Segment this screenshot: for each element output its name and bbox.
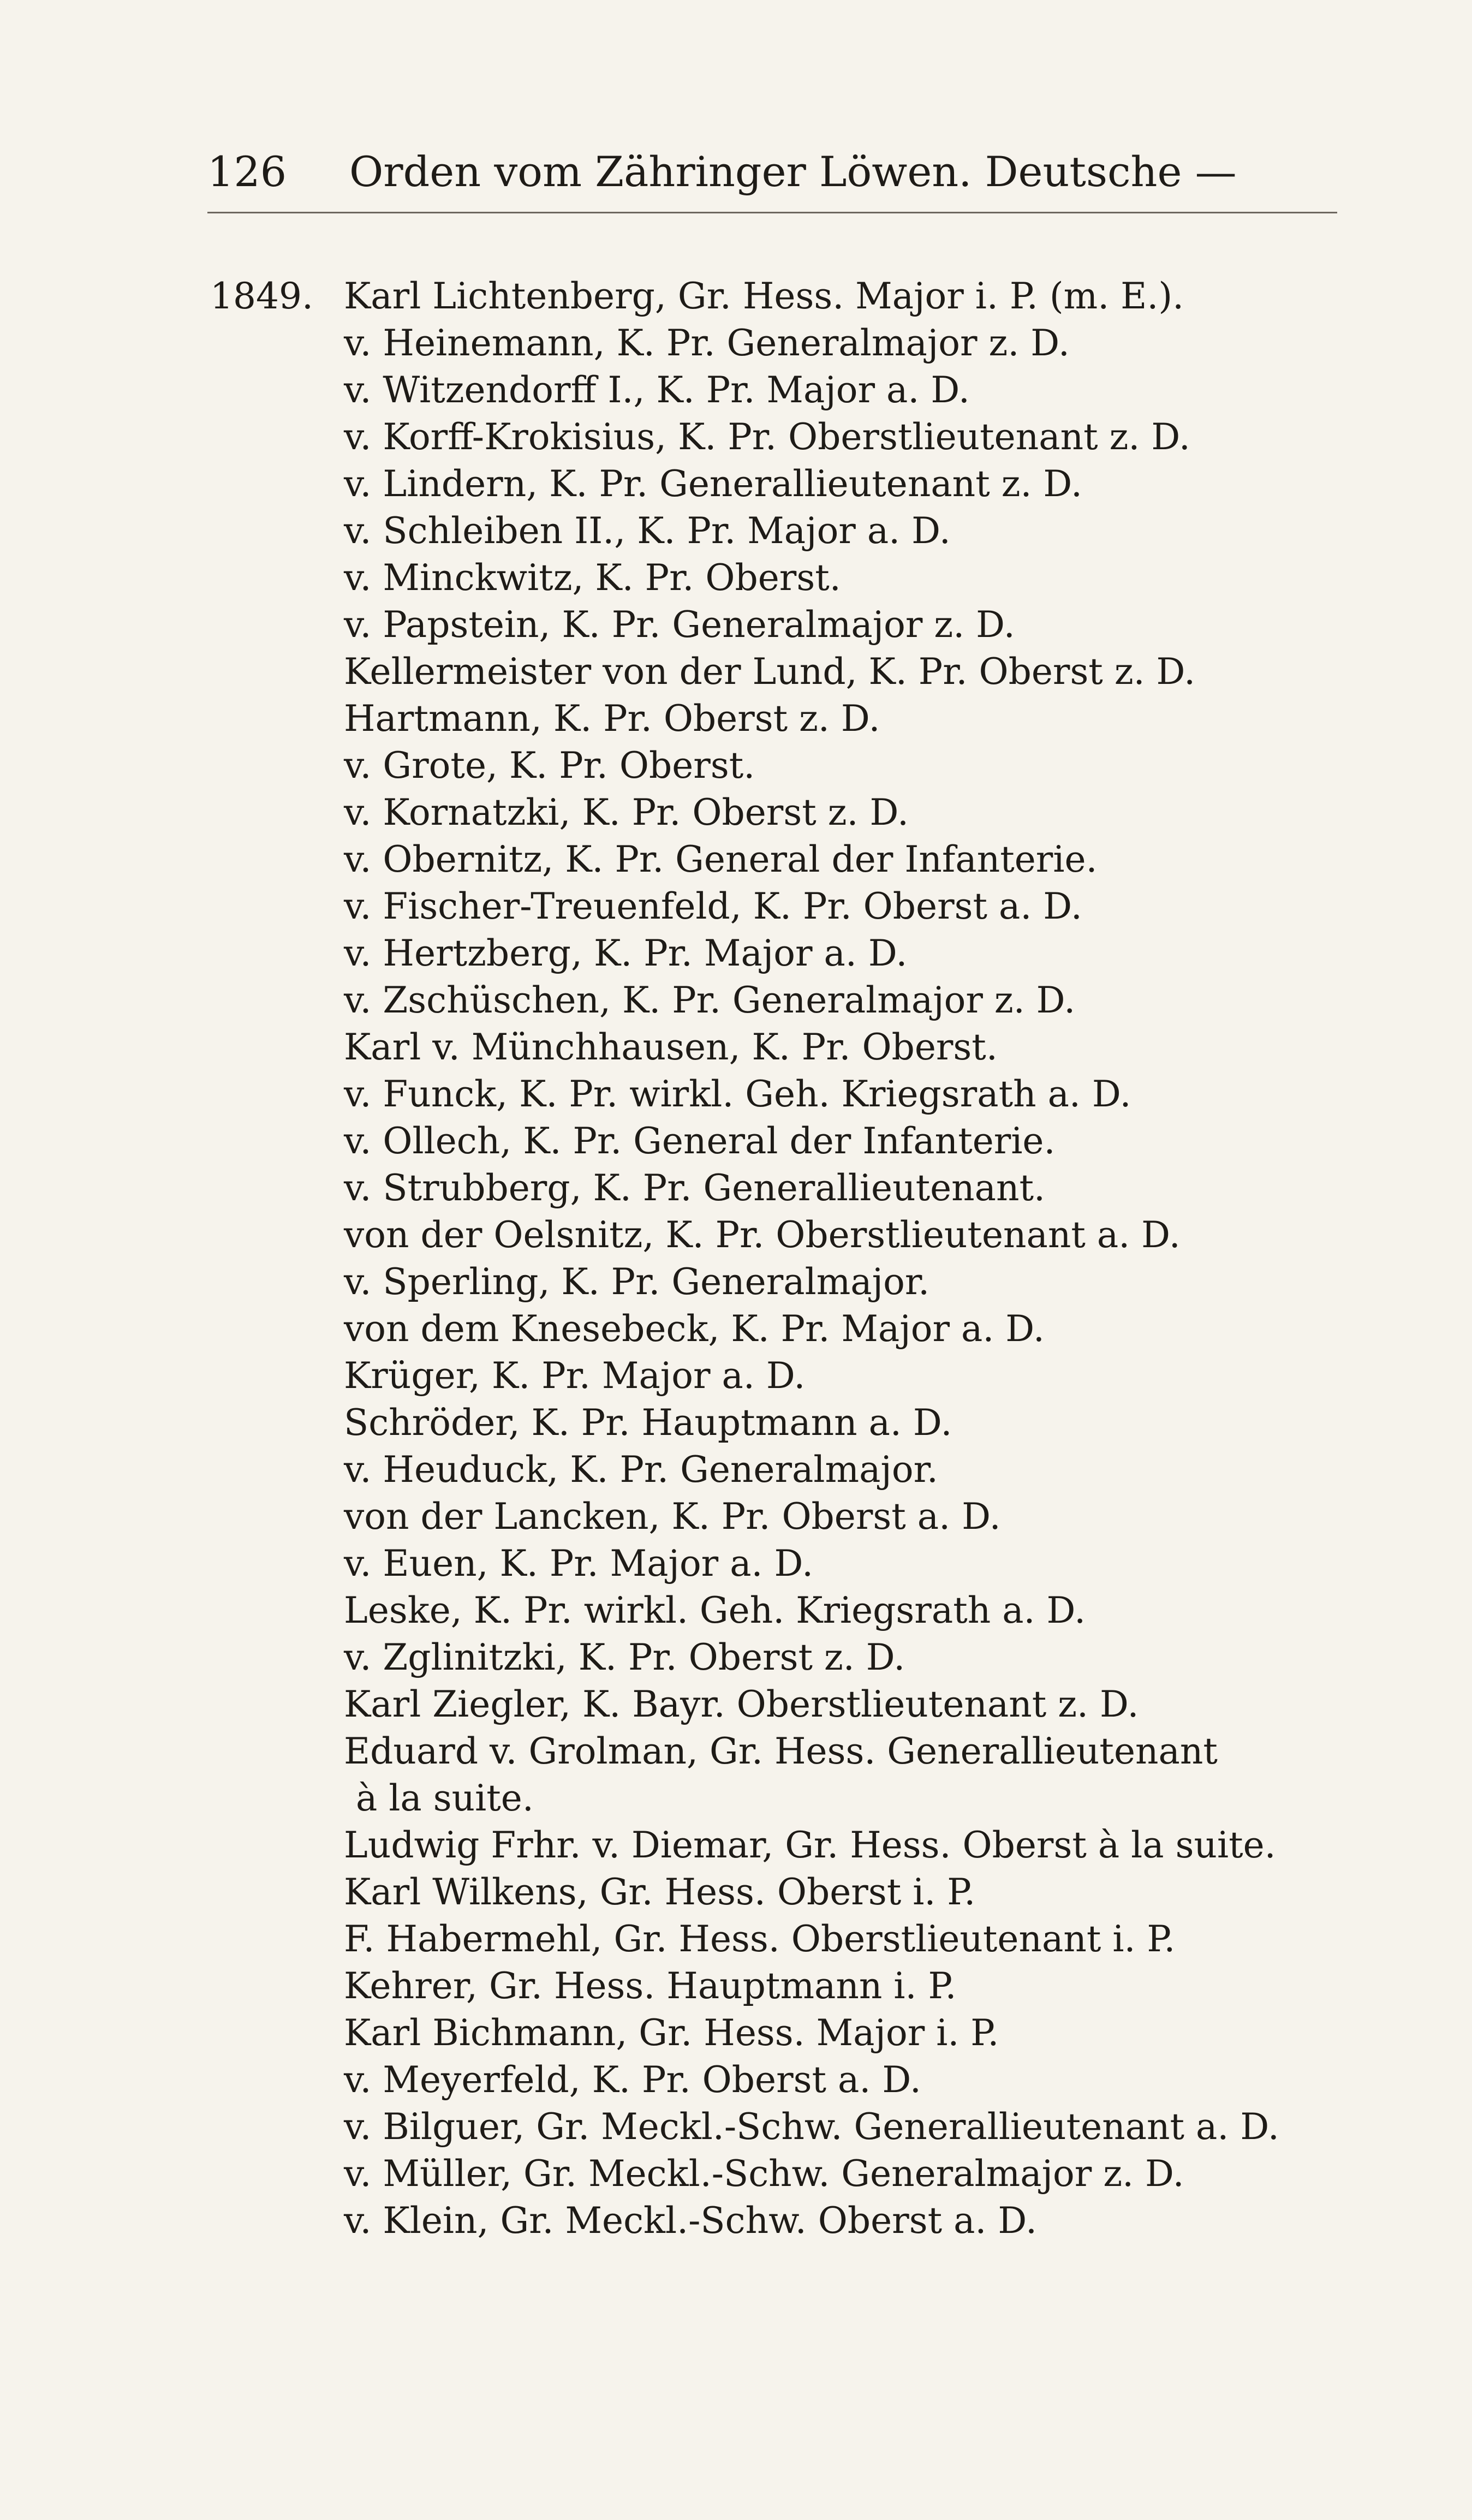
- list-item: Eduard v. Grolman, Gr. Hess. Generallieutenant: [344, 1730, 1218, 1772]
- year-label: 1849.: [210, 275, 313, 317]
- list-item: v. Zschüschen, K. Pr. Generalmajor z. D.: [344, 979, 1076, 1021]
- list-item: v. Heinemann, K. Pr. Generalmajor z. D.: [344, 322, 1070, 364]
- running-head: [207, 145, 1255, 199]
- list-item: Krüger, K. Pr. Major a. D.: [344, 1355, 806, 1397]
- list-item: Kehrer, Gr. Hess. Hauptmann i. P.: [344, 1965, 957, 2007]
- list-item: F. Habermehl, Gr. Hess. Oberstlieutenant i. P.: [344, 1918, 1176, 1960]
- list-item-continuation: à la suite.: [356, 1777, 534, 1819]
- list-item: v. Meyerfeld, K. Pr. Oberst a. D.: [344, 2059, 921, 2101]
- list-item: von der Lancken, K. Pr. Oberst a. D.: [344, 1496, 1001, 1538]
- list-item: Karl Wilkens, Gr. Hess. Oberst i. P.: [344, 1871, 976, 1913]
- list-item: v. Witzendorff I., K. Pr. Major a. D.: [344, 369, 970, 411]
- list-item: von dem Knesebeck, K. Pr. Major a. D.: [344, 1308, 1045, 1350]
- list-item: v. Hertzberg, K. Pr. Major a. D.: [344, 932, 908, 974]
- list-item: v. Schleiben II., K. Pr. Major a. D.: [344, 510, 951, 552]
- list-item: Hartmann, K. Pr. Oberst z. D.: [344, 698, 880, 740]
- list-item: v. Fischer-Treuenfeld, K. Pr. Oberst a. D.: [344, 885, 1082, 927]
- list-item: v. Klein, Gr. Meckl.-Schw. Oberst a. D.: [344, 2200, 1037, 2242]
- list-item: v. Heuduck, K. Pr. Generalmajor.: [344, 1449, 938, 1491]
- header-divider: [207, 212, 1337, 213]
- list-item: von der Oelsnitz, K. Pr. Oberstlieutenant a. D.: [344, 1214, 1181, 1256]
- list-item: Karl v. Münchhausen, K. Pr. Oberst.: [344, 1026, 998, 1068]
- list-item: Karl Ziegler, K. Bayr. Oberstlieutenant z. D.: [344, 1683, 1139, 1725]
- page-number: 126: [207, 147, 287, 196]
- list-item: v. Euen, K. Pr. Major a. D.: [344, 1542, 814, 1584]
- list-item: Leske, K. Pr. wirkl. Geh. Kriegsrath a. D.: [344, 1589, 1086, 1631]
- list-item: v. Lindern, K. Pr. Generallieutenant z. D.: [344, 463, 1082, 505]
- list-item: v. Grote, K. Pr. Oberst.: [344, 744, 755, 787]
- list-item: Karl Bichmann, Gr. Hess. Major i. P.: [344, 2012, 999, 2054]
- list-item: v. Ollech, K. Pr. General der Infanterie.: [344, 1120, 1056, 1162]
- list-item: v. Sperling, K. Pr. Generalmajor.: [344, 1261, 930, 1303]
- list-item: v. Strubberg, K. Pr. Generallieutenant.: [344, 1167, 1046, 1209]
- member-list: [344, 273, 1403, 2244]
- list-item: Kellermeister von der Lund, K. Pr. Oberst z. D.: [344, 651, 1196, 693]
- list-item: Ludwig Frhr. v. Diemar, Gr. Hess. Oberst à la suite.: [344, 1824, 1276, 1866]
- list-item: v. Bilguer, Gr. Meckl.-Schw. Generallieutenant a. D.: [344, 2106, 1279, 2148]
- list-item: Karl Lichtenberg, Gr. Hess. Major i. P. (m. E.).: [344, 275, 1184, 317]
- list-item: v. Minckwitz, K. Pr. Oberst.: [344, 557, 841, 599]
- list-item: v. Kornatzki, K. Pr. Oberst z. D.: [344, 791, 909, 833]
- list-item: v. Papstein, K. Pr. Generalmajor z. D.: [344, 604, 1015, 646]
- list-item: v. Funck, K. Pr. wirkl. Geh. Kriegsrath a. D.: [344, 1073, 1131, 1115]
- list-item: v. Korff-Krokisius, K. Pr. Oberstlieutenant z. D.: [344, 416, 1190, 458]
- list-item: v. Obernitz, K. Pr. General der Infanterie.: [344, 838, 1098, 880]
- list-item: Schröder, K. Pr. Hauptmann a. D.: [344, 1402, 952, 1444]
- list-item: v. Zglinitzki, K. Pr. Oberst z. D.: [344, 1636, 905, 1678]
- running-head-title: Orden vom Zähringer Löwen. Deutsche —: [349, 147, 1237, 196]
- list-item: v. Müller, Gr. Meckl.-Schw. Generalmajor z. D.: [344, 2153, 1184, 2195]
